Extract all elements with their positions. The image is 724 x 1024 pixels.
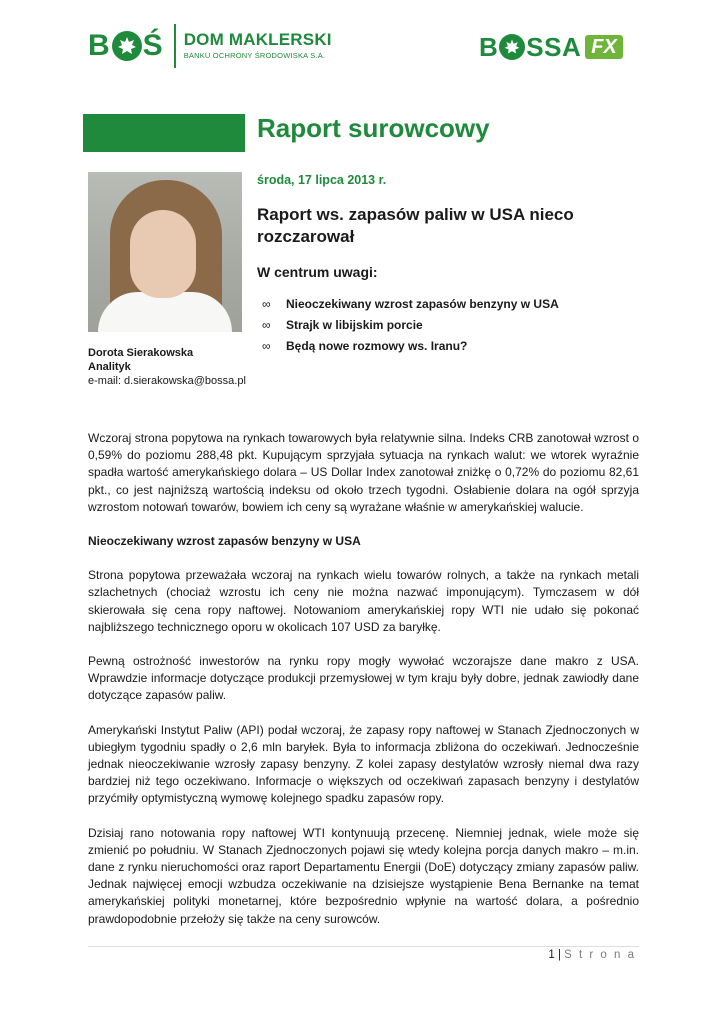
author-email[interactable]: e-mail: d.sierakowska@bossa.pl [88, 375, 246, 387]
infinity-bullet-icon: ∞ [262, 297, 271, 311]
paragraph: Pewną ostrożność inwestorów na rynku ropy mogły wywołać wczorajsze dane makro z USA. Wprawdzie informacje dotyczące produkcji przemysłowej w tym kraju były dobre, jednak zawiodły dane dotyczące zapasów paliw. [88, 654, 639, 703]
bos-dm-logo [88, 22, 332, 70]
paragraph: Dzisiaj rano notowania ropy naftowej WTI kontynuują przecenę. Niemniej jednak, wiele może się zmienić po południu. W Stanach Zjednoczonych pojawi się wtedy kolejna porcja danych makro – m.in. dane z rynku nieruchomości oraz raport Departamentu Energii (DoE) dotyczący zmiany zapasów paliw. Jednak najwięcej emocji wzbudza oczekiwanie na dzisiejsze wystąpienie Bena Bernanke na temat amerykańskiej polityki monetarnej, które bezpośrednio wpłynie na wartość dolara, a pośrednio prawdopodobnie przełoży się także na ceny surowców. [88, 825, 639, 926]
title-accent-bar [83, 114, 245, 152]
infinity-bullet-icon: ∞ [262, 318, 271, 332]
report-date: środa, 17 lipca 2013 r. [257, 173, 387, 187]
leaf-icon [499, 34, 525, 60]
section-heading: Nieoczekiwany wzrost zapasów benzyny w USA [88, 534, 361, 549]
bossafx-logo [479, 30, 623, 64]
focus-heading: W centrum uwagi: [257, 264, 378, 280]
logo-divider [174, 24, 176, 68]
paragraph: Strona popytowa przeważała wczoraj na rynkach wielu towarów rolnych, a także na rynkach metali szlachetnych (chociaż wzrostu ich ceny nie można nazwać imponującym). Tymczasem w dół skierowała się cena ropy naftowej. Notowaniom amerykańskiej ropy WTI nie udało się pokonać najbliższego technicznego oporu w okolicach 107 USD za baryłkę. [88, 568, 639, 634]
author-name: Dorota Sierakowska [88, 347, 194, 359]
list-item: ∞ Nieoczekiwany wzrost zapasów benzyny w USA [262, 294, 559, 315]
paragraph: Amerykański Instytut Paliw (API) podał wczoraj, że zapasy ropy naftowej w Stanach Zjednoczonych w ubiegłym tygodniu spadły o 2,6 mln baryłek. Była to informacja zbliżona do oczekiwań. Jednocześnie jednak nieoczekiwanie wzrosły zapasy benzyny. Z kolei zapasy destylatów wzrosły niemal dwa razy bardziej niż tego oczekiwano. Informacje o większych od oczekiwań zapasach benzyny i destylatów przyćmiły optymistyczną wymowę kolejnego spadku zapasów ropy. [88, 722, 639, 806]
brokerage-subtitle: BANKU OCHRONY ŚRODOWISKA S.A. [183, 51, 326, 60]
fx-badge: FX [585, 35, 623, 59]
report-title: Raport surowcowy [257, 113, 490, 143]
headline: Raport ws. zapasów paliw w USA nieco rozczarował [257, 205, 574, 246]
infinity-bullet-icon: ∞ [262, 339, 271, 353]
author-photo [88, 172, 242, 332]
author-info [88, 346, 246, 388]
paragraph: Wczoraj strona popytowa na rynkach towarowych była relatywnie silna. Indeks CRB zanotował wzrost o 0,59% do poziomu 288,48 pkt. Kupującym sprzyjała sytuacja na rynkach walut: we wtorek wyraźnie spadła wartość amerykańskiego dolara – US Dollar Index zanotował zniżkę o 0,72% do poziomu 82,61 pkt., co jest najniższą wartością indeksu od około trzech tygodni. Osłabienie dolara na ogół sprzyja wzrostom notowań towarów, bowiem ich ceny są wyrażane właśnie w amerykańskiej walucie. [88, 431, 639, 514]
footer-separator: | [557, 949, 561, 961]
brokerage-title: DOM MAKLERSKI [183, 30, 332, 49]
author-role: Analityk [88, 361, 131, 373]
leaf-icon [112, 31, 142, 61]
page-word: S t r o n a [564, 949, 636, 961]
footer-divider [88, 946, 639, 947]
bossa-wordmark: B SSA [479, 31, 582, 62]
list-item: ∞ Będą nowe rozmowy ws. Iranu? [262, 336, 559, 357]
article-body [88, 430, 639, 945]
page-footer [548, 949, 636, 961]
page-number: 1 [548, 949, 555, 961]
list-item: ∞ Strajk w libijskim porcie [262, 315, 559, 336]
focus-list [262, 294, 559, 357]
bos-wordmark: B Ś [88, 29, 164, 62]
